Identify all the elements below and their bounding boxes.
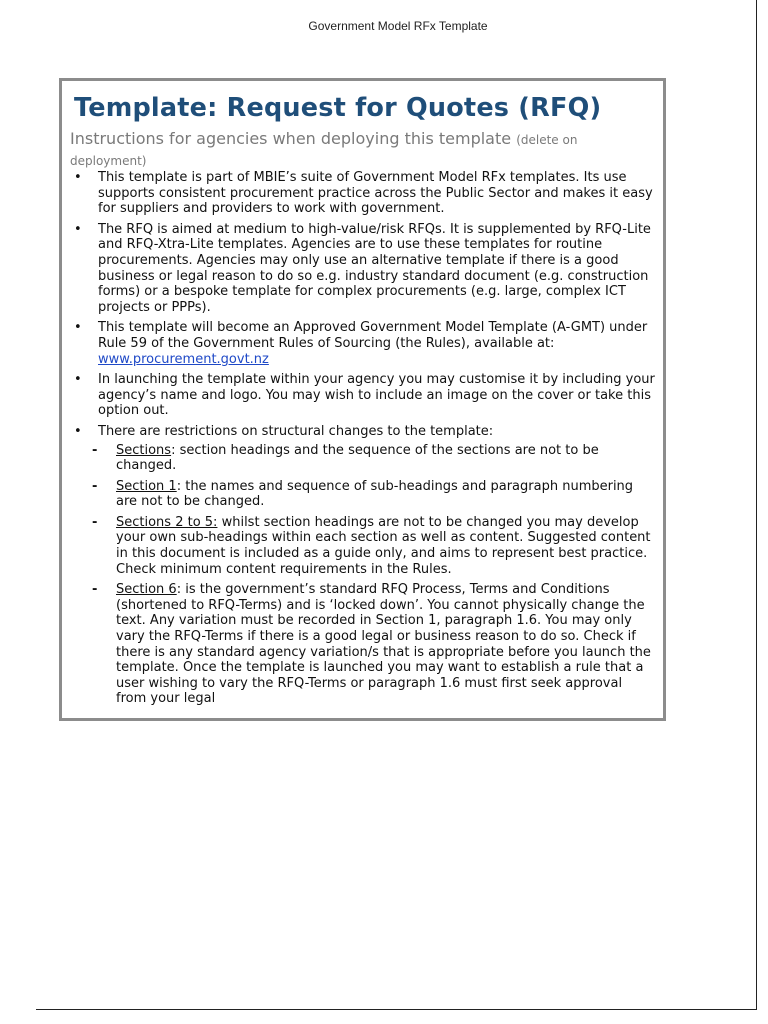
restriction-text: : the names and sequence of sub-headings and paragraph numbering are not to be changed. [116,478,634,510]
running-header: Government Model RFx Template [308,19,488,33]
dash-icon: - [92,514,98,530]
list-item [70,424,655,707]
dash-icon: - [92,442,98,458]
instructions-box [59,78,666,721]
document-title: Template: Request for Quotes (RFQ) [74,93,602,123]
bullet-icon: • [74,221,82,237]
list-item-text: The RFQ is aimed at medium to high-value/risk RFQs. It is supplemented by RFQ-Lite and RFQ-Xtra-Lite templates. Agencies are to use these templates for routine procurements. Agencies may only use an alternative template if there is a good business or legal reason to do so e.g. industry standard document (e.g. construction forms) or a bespoke template for complex procurements (e.g. large, complex ICT projects or PPPs). [98,221,651,315]
procurement-website-link[interactable]: www.procurement.govt.nz [98,351,269,367]
page-border-bottom [36,1009,757,1010]
page-border-right [756,0,757,1010]
list-item-text: This template will become an Approved Government Model Template (A-GMT) under Rule 59 of the Government Rules of Sourcing (the Rules), available at: [98,320,648,351]
list-item [70,222,655,316]
instructions-heading [70,129,655,171]
bullet-icon: • [74,320,82,336]
list-item-text: There are restrictions on structural changes to the template: [98,423,494,439]
list-item-text: This template is part of MBIE’s suite of Government Model RFx templates. Its use supports consistent procurement practice across the Public Sector and makes it easy for suppliers and providers to work with government. [98,170,653,217]
bullet-icon: • [74,372,82,388]
restriction-item [88,479,655,510]
restriction-label: Section 1 [116,478,177,494]
restrictions-list [88,443,655,708]
restriction-item [88,443,655,474]
list-item [70,372,655,419]
bullet-icon: • [74,170,82,185]
restriction-text: whilst section headings are not to be changed you may develop your own sub-headings within each section as well as content. Suggested content in this document is included as a guide only, and aims to represent best practice. Check minimum content requirements in the Rules. [116,514,651,577]
instructions-heading-note: (delete on deployment) [70,133,578,168]
list-item [70,320,655,367]
list-item-text: In launching the template within your agency you may customise it by including your agency’s name and logo. You may wish to include an image on the cover or take this option out. [98,372,655,419]
restriction-text: : section headings and the sequence of the sections are not to be changed. [116,442,599,474]
restriction-label: Section 6 [116,582,177,598]
restriction-label: Sections 2 to 5: [116,514,218,530]
bullet-icon: • [74,423,82,439]
dash-icon: - [92,478,98,494]
dash-icon: - [92,582,98,598]
restriction-text: : is the government’s standard RFQ Process, Terms and Conditions (shortened to RFQ-Terms) and is ‘locked down’. You cannot physically change the text. Any variation must be recorded in Section 1, paragraph 1.6. You may only vary the RFQ-Terms if there is a good legal or business reason to do so. Check if there is any standard agency variation/s that is appropriate before you launch the template. Once the template is launched you may want to establish a rule that a user wishing to vary the RFQ-Terms or paragraph 1.6 must first seek approval from your legal [116,582,651,707]
instructions-list [70,170,655,712]
restriction-label: Sections [116,442,172,458]
instructions-heading-main: Instructions for agencies when deploying this template [70,129,512,148]
restriction-item [88,515,655,577]
list-item [70,170,655,217]
restriction-item [88,582,655,707]
